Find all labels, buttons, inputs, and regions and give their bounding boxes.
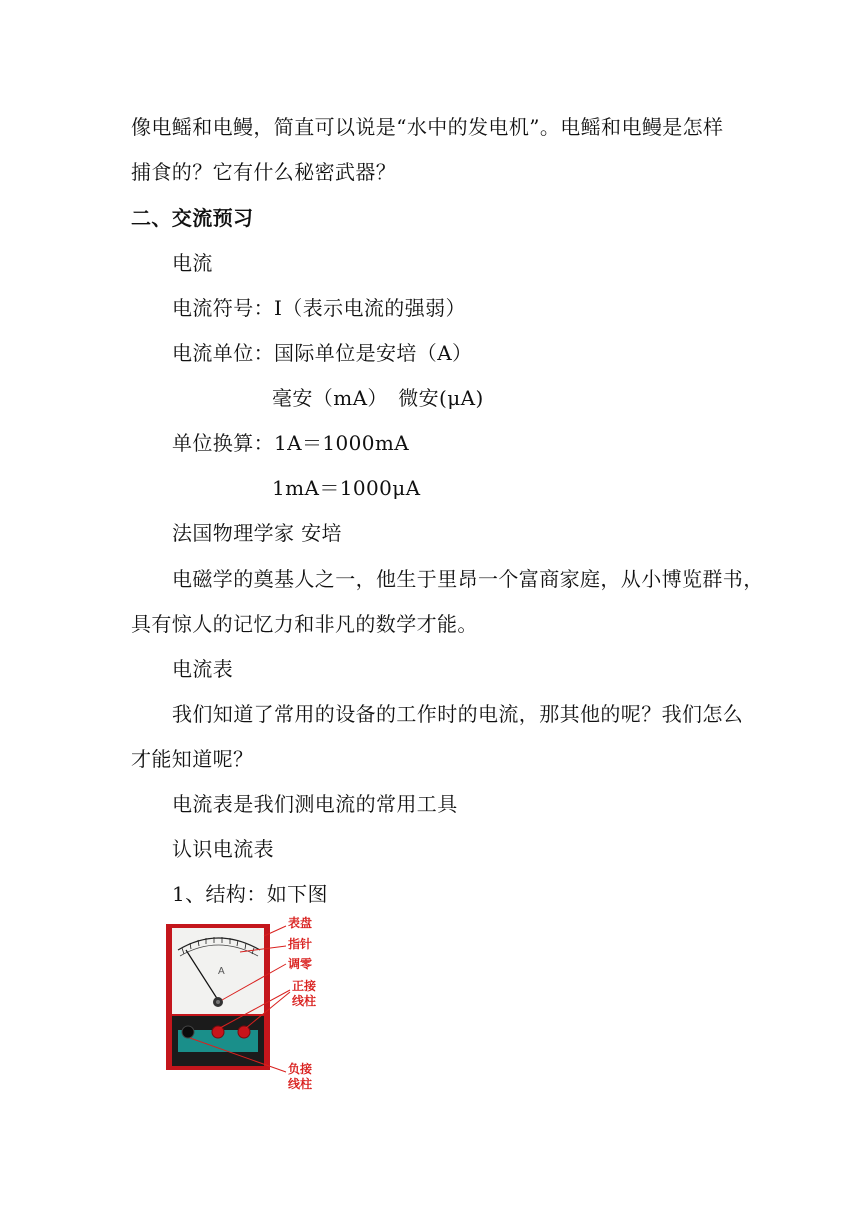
line-tool: 电流表是我们测电流的常用工具 <box>172 792 458 816</box>
section-heading: 二、交流预习 <box>131 206 254 230</box>
line-conversion-2: 1mA＝1000μA <box>272 476 421 500</box>
line-conversion-1: 单位换算：1A＝1000mA <box>172 431 410 455</box>
label-positive-terminal-line-1: 正接 <box>292 979 317 993</box>
line-ampere: 法国物理学家 安培 <box>172 521 342 545</box>
line-structure: 1、结构：如下图 <box>172 882 328 906</box>
label-zero-adjust: 调零 <box>288 957 313 971</box>
intro-line-1: 像电鳐和电鳗，简直可以说是“水中的发电机”。电鳐和电鳗是怎样 <box>131 115 724 139</box>
line-symbol: 电流符号：I（表示电流的强弱） <box>172 296 466 320</box>
line-ammeter: 电流表 <box>172 657 234 681</box>
line-current: 电流 <box>172 251 213 275</box>
bio-line-2: 具有惊人的记忆力和非凡的数学才能。 <box>131 612 478 636</box>
ammeter-figure <box>160 912 330 1102</box>
bio-line-1: 电磁学的奠基人之一，他生于里昂一个富商家庭，从小博览群书， <box>172 567 764 591</box>
question-line-1: 我们知道了常用的设备的工作时的电流，那其他的呢？我们怎么 <box>172 702 744 726</box>
label-negative-terminal-line-1: 负接 <box>288 1062 313 1076</box>
dial-unit-label: A <box>218 966 225 977</box>
line-unit: 电流单位：国际单位是安培（A） <box>172 341 473 365</box>
line-subunits: 毫安（mA） 微安(μA) <box>272 386 484 410</box>
question-line-2: 才能知道呢？ <box>131 747 254 771</box>
label-positive-terminal-line-2: 线柱 <box>292 994 317 1008</box>
label-dial: 表盘 <box>288 916 313 930</box>
intro-line-2: 捕食的？它有什么秘密武器？ <box>131 160 397 184</box>
label-pointer: 指针 <box>288 937 313 951</box>
line-recognize: 认识电流表 <box>172 837 274 861</box>
label-negative-terminal-line-2: 线柱 <box>288 1077 313 1091</box>
